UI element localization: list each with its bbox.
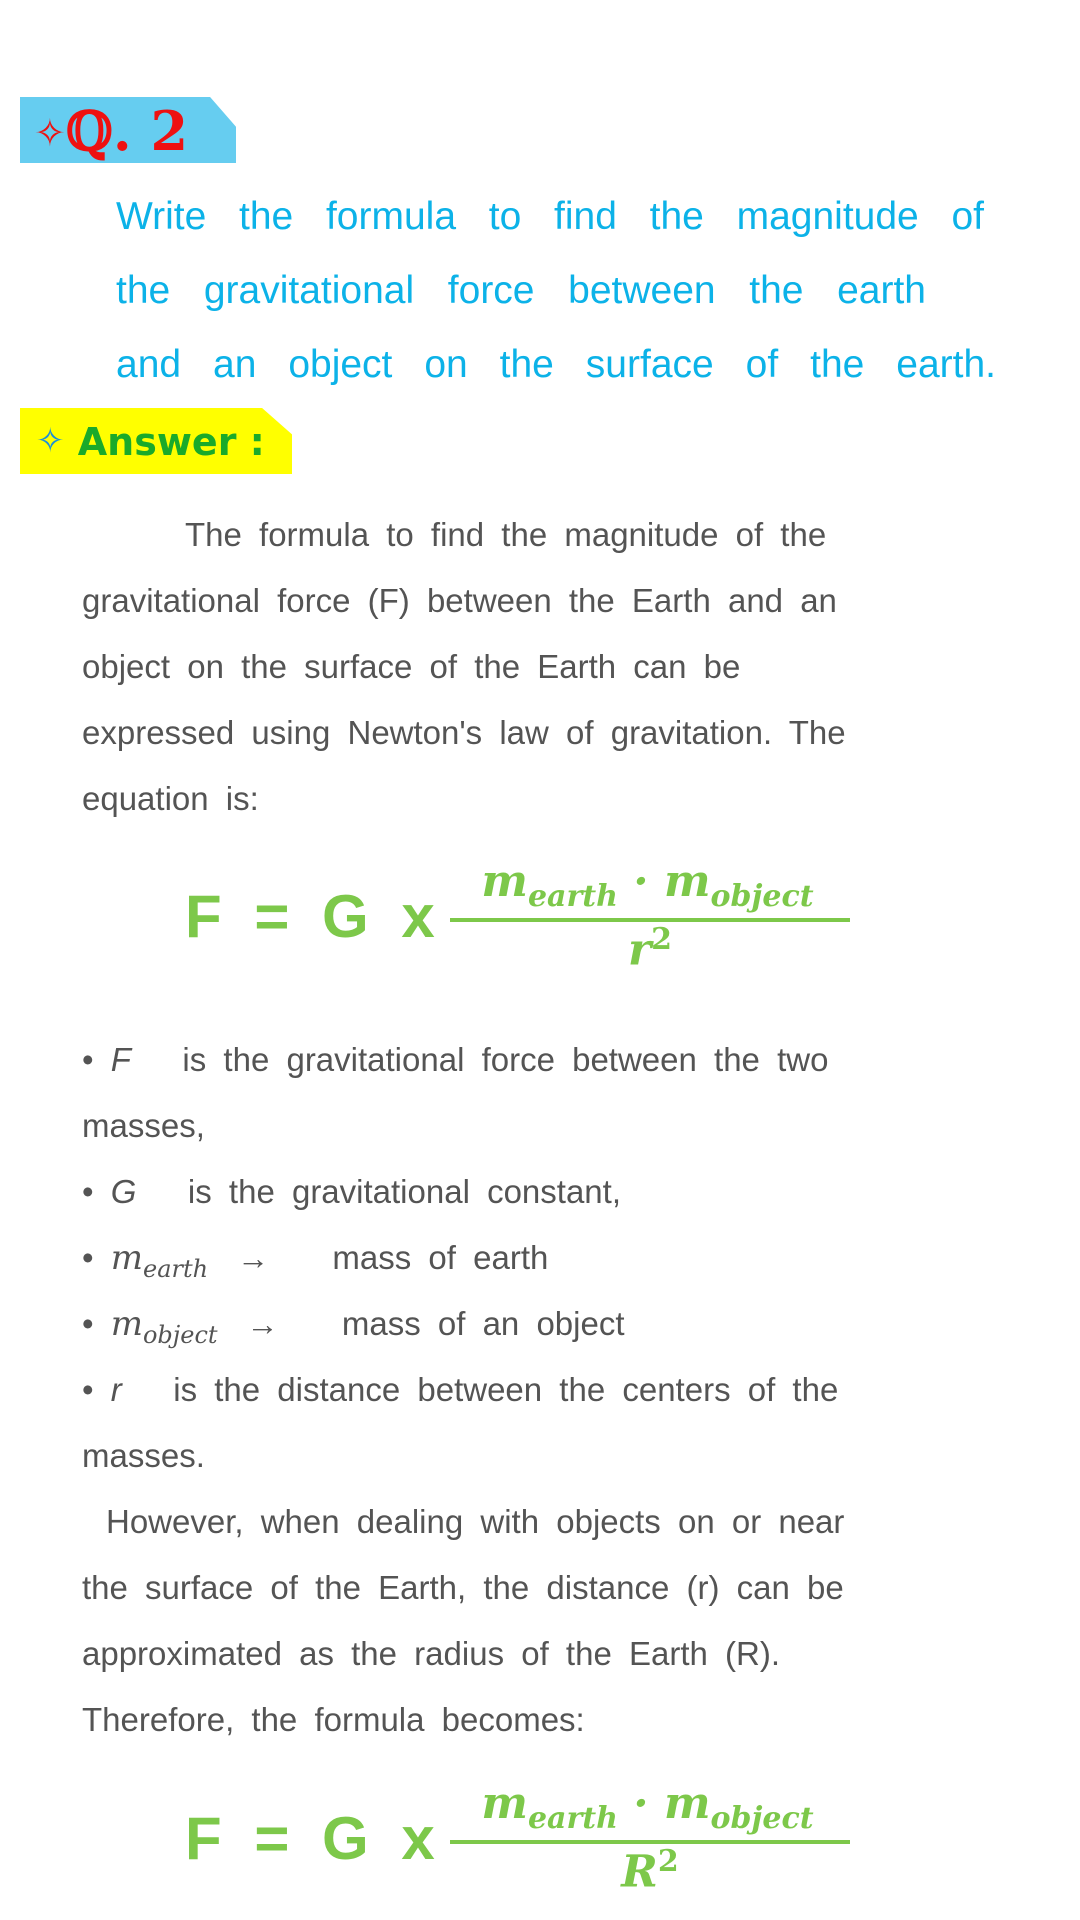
- list-item: • G is the gravitational constant,: [82, 1173, 621, 1210]
- arrow-icon: →: [237, 1240, 270, 1276]
- formula-numerator: $m_{earth} \cdot m_{object}$: [481, 856, 814, 914]
- list-item: • $m_{object}$ → mass of an object: [82, 1291, 1002, 1357]
- text-line: object on the surface of the Earth can be: [82, 648, 741, 685]
- formula-lhs: F = G x: [185, 883, 435, 950]
- formula-denominator: $r^2$: [627, 922, 673, 976]
- text-line: Therefore, the formula becomes:: [82, 1701, 585, 1738]
- star-icon: ✧: [34, 111, 66, 155]
- answer-label: Answer :: [77, 420, 265, 464]
- formula-denominator: $R^2$: [621, 1844, 679, 1898]
- text-line: However, when dealing with objects on or near: [106, 1503, 845, 1540]
- formula-numerator: $m_{earth} \cdot m_{object}$: [481, 1778, 814, 1836]
- question-number: [34, 98, 188, 164]
- question-text: [116, 180, 996, 402]
- intro-paragraph: [82, 502, 1002, 832]
- list-item: • F is the gravitational force between the two: [82, 1041, 829, 1078]
- formula-lhs: F = G x: [185, 1805, 435, 1872]
- text-line: approximated as the radius of the Earth (R).: [82, 1635, 780, 1672]
- question-line: and an object on the surface of the earth.: [116, 343, 996, 386]
- arrow-icon: →: [246, 1306, 279, 1342]
- variable-list: [82, 1027, 1002, 1489]
- question-line: the gravitational force between the earth: [116, 269, 926, 312]
- formula-surface: [185, 1778, 865, 1898]
- list-item-continued: masses.: [82, 1437, 205, 1474]
- star-icon: ✧: [36, 421, 65, 461]
- approximation-paragraph: [82, 1489, 1002, 1753]
- list-item: • r is the distance between the centers of the: [82, 1371, 839, 1408]
- list-item-continued: masses,: [82, 1107, 205, 1144]
- text-line: the surface of the Earth, the distance (r) can be: [82, 1569, 844, 1606]
- answer-heading: [36, 408, 265, 474]
- text-line: expressed using Newton's law of gravitation. The: [82, 714, 846, 751]
- formula-newton: [185, 856, 865, 976]
- text-line: equation is:: [82, 780, 259, 817]
- list-item: • $m_{earth}$ → mass of earth: [82, 1225, 1002, 1291]
- question-label: ℚ. 2: [65, 99, 189, 163]
- text-line: The formula to find the magnitude of the: [185, 516, 827, 553]
- text-line: gravitational force (F) between the Earth and an: [82, 582, 837, 619]
- question-line: Write the formula to find the magnitude of: [116, 195, 984, 238]
